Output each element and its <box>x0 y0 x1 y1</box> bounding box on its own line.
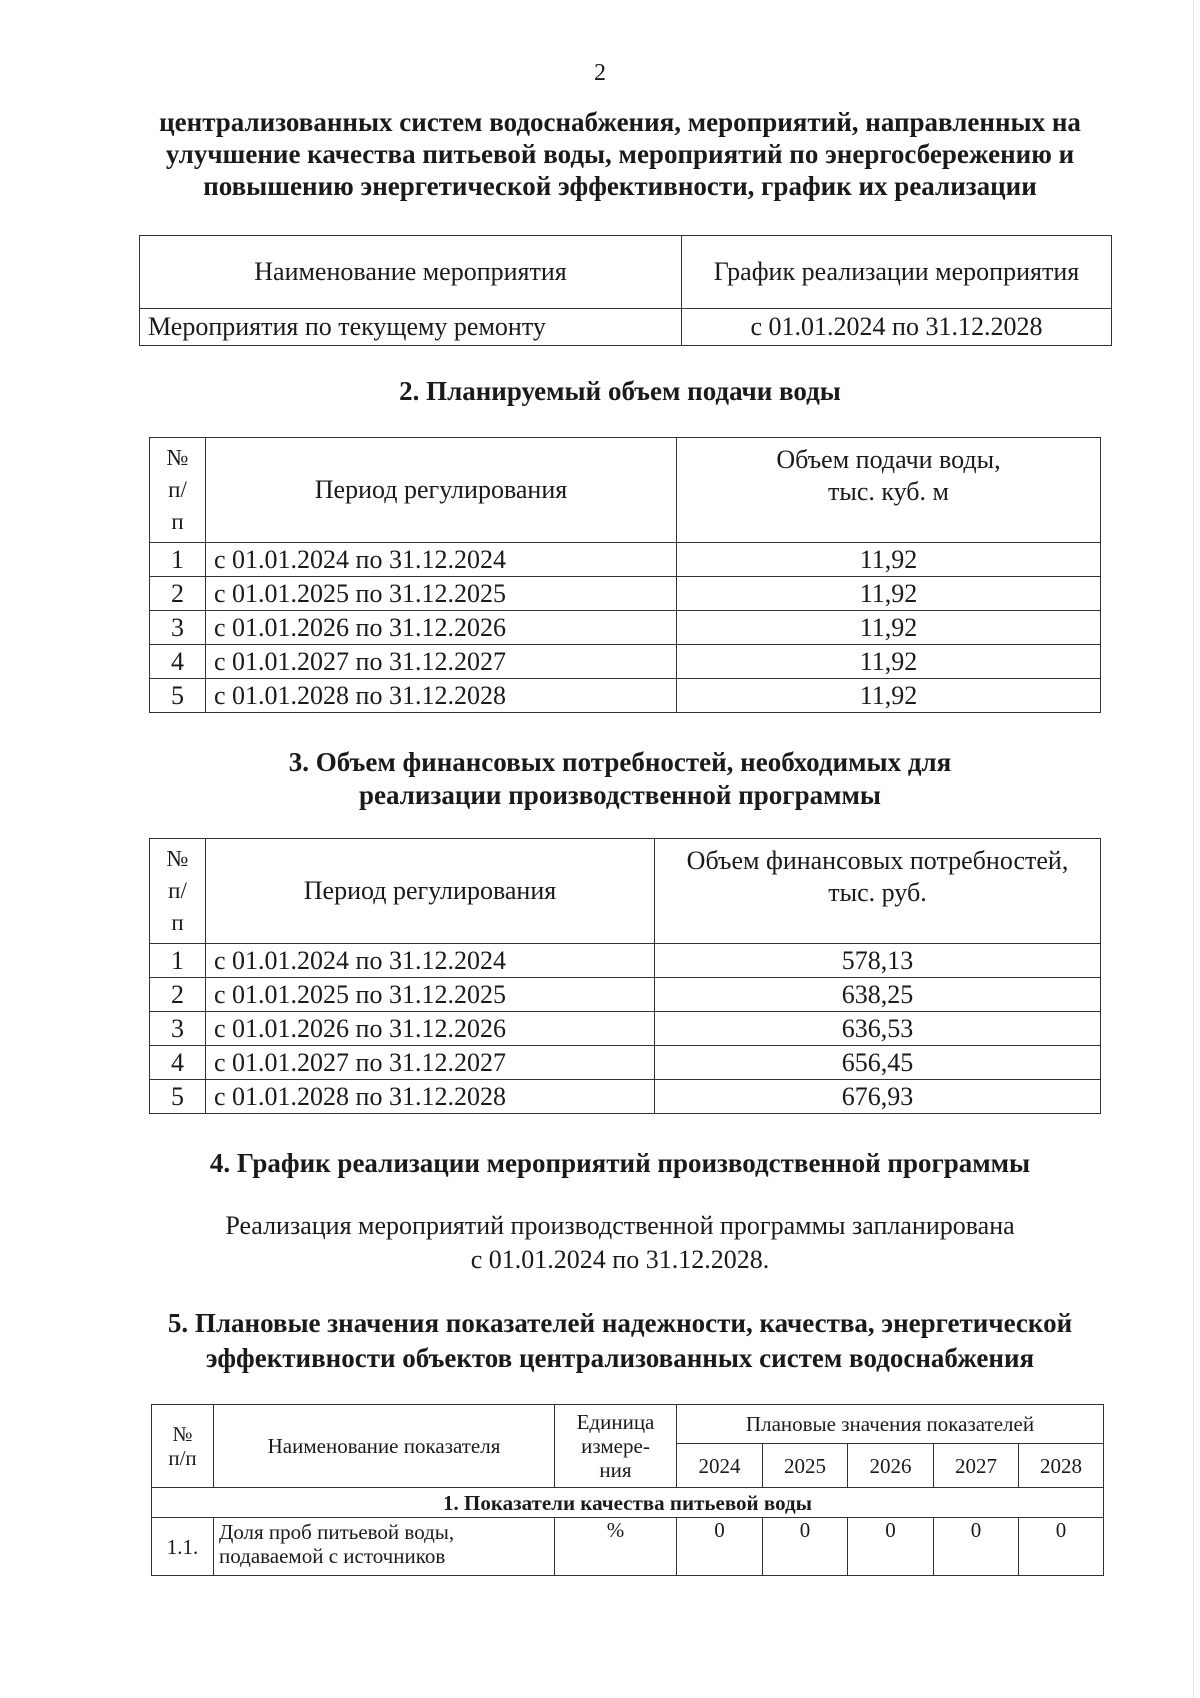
row-value: 676,93 <box>655 1080 1101 1114</box>
table-row <box>150 645 1101 679</box>
row-value: 0 <box>848 1518 934 1576</box>
table-row <box>152 1518 1104 1576</box>
row-number: 3 <box>150 1012 206 1046</box>
row-period: с 01.01.2025 по 31.12.2025 <box>206 577 677 611</box>
table-row <box>150 611 1101 645</box>
intro-line: централизованных систем водоснабжения, мероприятий, направленных на <box>159 107 1081 137</box>
row-number: 1 <box>150 944 206 978</box>
row-value: 11,92 <box>677 645 1101 679</box>
table-row <box>150 1012 1101 1046</box>
row-period: с 01.01.2024 по 31.12.2024 <box>206 543 677 577</box>
row-value: 0 <box>934 1518 1019 1576</box>
row-number: 1.1. <box>152 1518 214 1576</box>
row-number: 2 <box>150 577 206 611</box>
row-value: 11,92 <box>677 679 1101 713</box>
header-period: Период регулирования <box>206 438 677 543</box>
measure-name-cell: Мероприятия по текущему ремонту <box>140 309 682 346</box>
intro-line: улучшение качества питьевой воды, мероприятий по энергосбережению и <box>165 139 1075 169</box>
row-indicator-name: Доля проб питьевой воды, подаваемой с источников <box>214 1518 555 1576</box>
row-unit: % <box>555 1518 677 1576</box>
table-row <box>150 1046 1101 1080</box>
section3-title: 3. Объем финансовых потребностей, необходимых для реализации производственной программы <box>288 747 952 810</box>
table-row <box>150 577 1101 611</box>
row-value: 638,25 <box>655 978 1101 1012</box>
row-value: 656,45 <box>655 1046 1101 1080</box>
measures-table <box>139 235 1112 346</box>
header-year: 2024 <box>677 1444 763 1488</box>
header-schedule: График реализации мероприятия <box>682 236 1112 309</box>
row-number: 4 <box>150 1046 206 1080</box>
header-year: 2026 <box>848 1444 934 1488</box>
page-number: 2 <box>594 60 606 86</box>
header-number: № п/п <box>152 1405 214 1488</box>
section4-body: Реализация мероприятий производственной программы запланирована с 01.01.2024 по 31.12.2028. <box>225 1211 1015 1274</box>
row-value: 578,13 <box>655 944 1101 978</box>
section4-title: 4. График реализации мероприятий производственной программы <box>209 1148 1031 1178</box>
header-year: 2027 <box>934 1444 1019 1488</box>
header-volume: Объем подачи воды, тыс. куб. м <box>677 438 1101 543</box>
indicators-table <box>151 1404 1104 1576</box>
header-year: 2025 <box>763 1444 848 1488</box>
header-planned-values: Плановые значения показателей <box>677 1405 1104 1444</box>
water-supply-table <box>149 437 1101 713</box>
header-number: № п/ п <box>150 438 206 543</box>
row-value: 0 <box>1019 1518 1104 1576</box>
row-value: 11,92 <box>677 611 1101 645</box>
row-period: с 01.01.2024 по 31.12.2024 <box>206 944 655 978</box>
intro-line: повышению энергетической эффективности, график их реализации <box>203 171 1037 201</box>
page-edge <box>1193 0 1194 1698</box>
financial-needs-table <box>149 838 1101 1114</box>
header-unit: Единица измере- ния <box>555 1405 677 1488</box>
header-period: Период регулирования <box>206 839 655 944</box>
table-row <box>150 978 1101 1012</box>
row-period: с 01.01.2027 по 31.12.2027 <box>206 1046 655 1080</box>
row-number: 5 <box>150 1080 206 1114</box>
row-value: 0 <box>677 1518 763 1576</box>
row-period: с 01.01.2026 по 31.12.2026 <box>206 1012 655 1046</box>
table-row <box>150 1080 1101 1114</box>
row-value: 11,92 <box>677 577 1101 611</box>
row-period: с 01.01.2026 по 31.12.2026 <box>206 611 677 645</box>
row-period: с 01.01.2028 по 31.12.2028 <box>206 679 677 713</box>
table-row <box>150 543 1101 577</box>
row-period: с 01.01.2028 по 31.12.2028 <box>206 1080 655 1114</box>
row-value: 636,53 <box>655 1012 1101 1046</box>
row-number: 5 <box>150 679 206 713</box>
header-indicator-name: Наименование показателя <box>214 1405 555 1488</box>
measure-schedule-cell: с 01.01.2024 по 31.12.2028 <box>682 309 1112 346</box>
header-measure-name: Наименование мероприятия <box>140 236 682 309</box>
header-financial: Объем финансовых потребностей, тыс. руб. <box>655 839 1101 944</box>
header-year: 2028 <box>1019 1444 1104 1488</box>
row-period: с 01.01.2025 по 31.12.2025 <box>206 978 655 1012</box>
row-period: с 01.01.2027 по 31.12.2027 <box>206 645 677 679</box>
row-number: 2 <box>150 978 206 1012</box>
table-row <box>150 679 1101 713</box>
table-row <box>150 944 1101 978</box>
section5-title: 5. Плановые значения показателей надежности, качества, энергетической эффективности объектов централизованных систем водоснабжения <box>167 1308 1073 1373</box>
row-value: 11,92 <box>677 543 1101 577</box>
row-number: 1 <box>150 543 206 577</box>
row-number: 3 <box>150 611 206 645</box>
header-number: № п/ п <box>150 839 206 944</box>
section2-title: 2. Планируемый объем подачи воды <box>399 376 841 406</box>
group-title: 1. Показатели качества питьевой воды <box>152 1488 1104 1518</box>
row-number: 4 <box>150 645 206 679</box>
row-value: 0 <box>763 1518 848 1576</box>
intro-heading <box>60 106 1180 202</box>
